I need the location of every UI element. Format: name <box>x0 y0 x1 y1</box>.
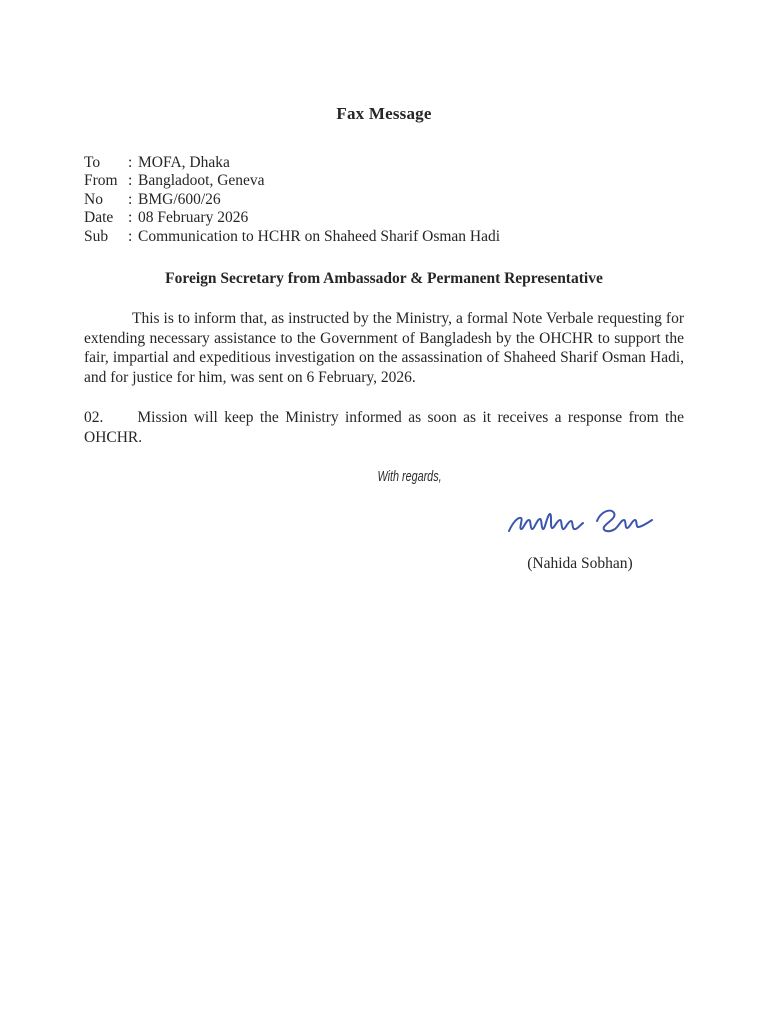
body-paragraph-2 <box>84 408 684 447</box>
field-from-label: From <box>84 172 118 190</box>
document-content <box>84 104 684 573</box>
field-sub-label: Sub <box>84 227 109 245</box>
closing-text: With regards, <box>377 467 443 485</box>
field-date-value: 08 February 2026 <box>138 209 249 227</box>
field-no <box>84 191 684 209</box>
field-date-colon: : <box>128 209 133 227</box>
signatory-name: (Nahida Sobhan) <box>527 554 633 572</box>
field-from-value: Bangladoot, Geneva <box>138 172 265 190</box>
field-from-colon: : <box>128 172 133 190</box>
field-date-label: Date <box>84 209 114 227</box>
header-fields <box>84 154 684 246</box>
field-sub-colon: : <box>128 227 133 245</box>
field-sub <box>84 228 684 246</box>
signature-block <box>500 500 660 573</box>
field-to <box>84 154 684 172</box>
field-from <box>84 172 684 190</box>
paragraph-2-number: 02. <box>84 409 104 427</box>
field-no-label: No <box>84 190 103 208</box>
field-to-colon: : <box>128 154 133 171</box>
field-date <box>84 209 684 227</box>
closing-line <box>84 468 684 486</box>
field-sub-value: Communication to HCHR on Shaheed Sharif Osman Hadi <box>138 227 501 245</box>
body-paragraph-1: This is to inform that, as instructed by the Ministry, a formal Note Verbale requesting for extending necessary assistance to the Government of Bangladesh by the OHCHR to support the fair, impartial and expeditious investigation on the assassination of Shaheed Sharif Osman Hadi, and for justice for him, was sent on 6 February, 2026. <box>84 310 684 386</box>
field-no-colon: : <box>128 190 133 208</box>
document-title: Fax Message <box>336 104 432 123</box>
field-no-value: BMG/600/26 <box>138 190 221 208</box>
field-to-value: MOFA, Dhaka <box>138 154 230 171</box>
handwritten-signature <box>505 500 655 542</box>
addressee-line: Foreign Secretary from Ambassador & Permanent Representative <box>165 270 603 288</box>
paragraph-2-text: Mission will keep the Ministry informed as soon as it receives a response from the OHCHR. <box>84 409 684 446</box>
field-to-label: To <box>84 154 101 171</box>
